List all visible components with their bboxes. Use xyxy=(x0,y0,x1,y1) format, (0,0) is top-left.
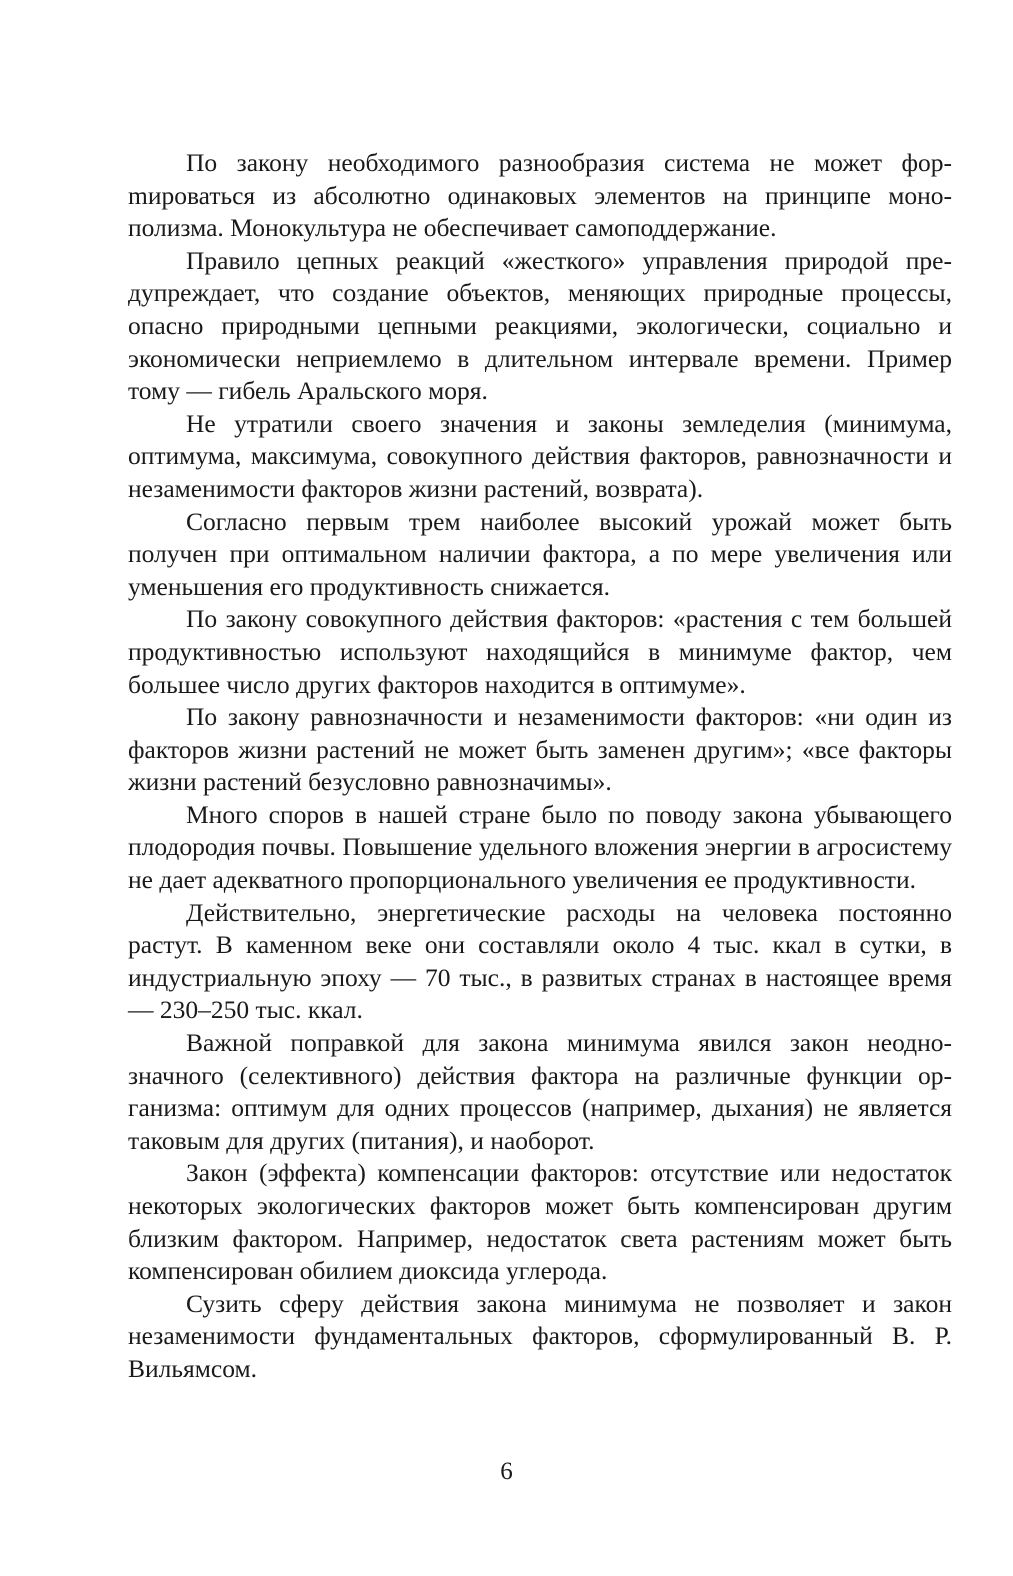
paragraph-diminishing-fertility: Много споров в нашей стране было по поводу закона убывающего плодородия почвы. Повышение удельного вложения энергии в агросистему не дает адекватного пропорционального увеличения ее продуктивности. xyxy=(128,799,952,895)
paragraph-energy-costs: Действительно, энергетические расходы на человека постоянно растут. В каменном веке они составляли около 4 тыс. ккал в сутки, в индустриальную эпоху — 70 тыс., в развитых странах в настоящее время — 230–250 тыс. ккал. xyxy=(128,897,952,1025)
paragraph-farming-laws: Не утратили своего значения и законы земледелия (минимума, оптимума, максимума, совокупного действия факторов, равнозначности и незаменимости факторов жизни растений, возврата). xyxy=(128,408,952,503)
paragraph-compensation: Закон (эффекта) компенсации факторов: отсутствие или недостаток некоторых экологических факторов может быть компенсирован другим близким фактором. Например, недостаток света растениям может быть компенсирован обилием диоксида углерода. xyxy=(128,1158,952,1286)
paragraph-williams: Сузить сферу действия закона минимума не позволяет и закон незаменимости фундаментальных факторов, сформулированный В. Р. Вильямсом. xyxy=(128,1288,952,1383)
page-number: 6 xyxy=(500,1458,513,1485)
paragraph-equivalence: По закону равнозначности и незаменимости факторов: «ни один из факторов жизни растений не может быть заменен другим»; «все факторы жизни растений безусловно равнозначимы». xyxy=(128,702,952,797)
paragraph-combined-action: По закону совокупного действия факторов: «растения с тем большей продуктивностью используют находящийся в минимуме фактор, чем большее число других факторов находится в оптимуме». xyxy=(128,604,952,699)
paragraph-chain-reactions: Правило цепных реакций «жесткого» управления природой предупреждает, что создание объектов, меняющих природные процессы, опасно природными цепными реакциями, экологически, социально и экономически неприемлемо в длительном интервале времени. Пример тому — гибель Аральского моря. xyxy=(128,245,952,406)
paragraph-diversity-law: По закону необходимого разнообразия система не может форmироваться из абсолютно одинаковых элементов на принципе монополизма. Монокультура не обеспечивает самоподдержание. xyxy=(128,148,952,243)
body-text xyxy=(128,147,952,1386)
paragraph-selective-action: Важной поправкой для закона минимума явился закон неоднозначного (селективного) действия фактора на различные функции организма: оптимум для одних процессов (например, дыхания) не является таковым для других (питания), и наоборот. xyxy=(128,1028,952,1155)
paragraph-optimal-factor: Согласно первым трем наиболее высокий урожай может быть получен при оптимальном наличии фактора, а по мере увеличения или уменьшения его продуктивность снижается. xyxy=(128,506,952,601)
